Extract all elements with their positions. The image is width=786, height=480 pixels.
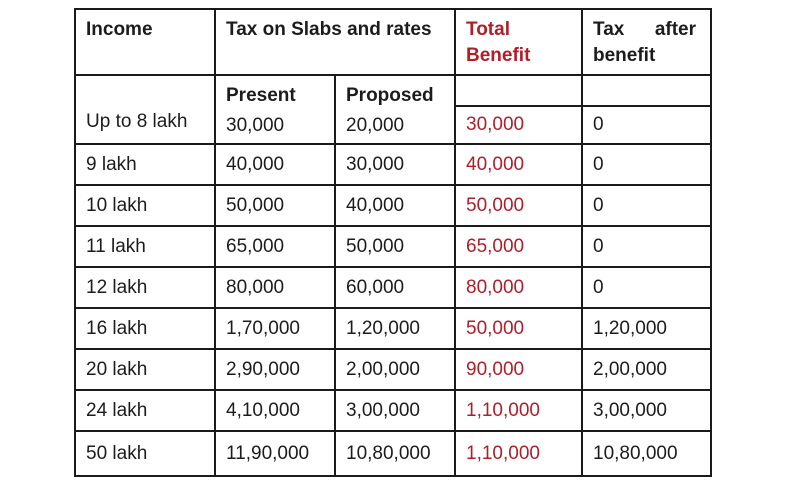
cell-proposed-1: 30,000 [335,144,455,185]
cell-income-1: 9 lakh [75,144,215,185]
cell-tax-after-1: 0 [582,144,711,185]
cell-total-benefit-7: 1,10,000 [455,390,582,431]
tax-after-word1: Tax [593,19,625,40]
cell-income-3: 11 lakh [75,226,215,267]
total-benefit-line1: Total [466,19,510,40]
cell-proposed-5: 1,20,000 [335,308,455,349]
table-row [75,226,711,267]
table-row [75,185,711,226]
table-row [75,349,711,390]
cell-total-benefit-4: 80,000 [455,267,582,308]
tax-after-word2: after [654,19,696,40]
tax-after-line1 [593,17,700,43]
cell-present-6: 2,90,000 [215,349,335,390]
cell-after-spacer [582,75,711,106]
table-row [75,308,711,349]
cell-tax-after-8: 10,80,000 [582,431,711,476]
cell-present-2: 50,000 [215,185,335,226]
cell-tax-after-4: 0 [582,267,711,308]
value-proposed-0: 20,000 [346,115,405,137]
cell-total-benefit-3: 65,000 [455,226,582,267]
table-row [75,267,711,308]
cell-tax-after-7: 3,00,000 [582,390,711,431]
cell-present-5: 1,70,000 [215,308,335,349]
cell-income-0: Up to 8 lakh [75,75,215,144]
cell-tax-after-0: 0 [582,106,711,144]
col-header-total-benefit [455,9,582,75]
cell-present-3: 65,000 [215,226,335,267]
col-header-tax-after [582,9,711,75]
total-benefit-line2: Benefit [466,44,531,66]
cell-proposed-6: 2,00,000 [335,349,455,390]
cell-income-5: 16 lakh [75,308,215,349]
cell-income-4: 12 lakh [75,267,215,308]
tax-slabs-table [74,8,712,477]
cell-tax-after-3: 0 [582,226,711,267]
cell-tax-after-2: 0 [582,185,711,226]
subheader-row [75,75,711,106]
cell-total-benefit-0: 30,000 [455,106,582,144]
table-row [75,431,711,476]
cell-total-benefit-5: 50,000 [455,308,582,349]
tax-after-line2: benefit [593,44,656,66]
cell-present-4: 80,000 [215,267,335,308]
cell-present-7: 4,10,000 [215,390,335,431]
cell-present-1: 40,000 [215,144,335,185]
subheader-proposed: Proposed [346,85,434,107]
cell-total-benefit-8: 1,10,000 [455,431,582,476]
cell-proposed-7: 3,00,000 [335,390,455,431]
cell-income-6: 20 lakh [75,349,215,390]
cell-tax-after-6: 2,00,000 [582,349,711,390]
cell-benefit-spacer [455,75,582,106]
cell-proposed-3: 50,000 [335,226,455,267]
header-row [75,9,711,75]
cell-total-benefit-6: 90,000 [455,349,582,390]
cell-proposed-8: 10,80,000 [335,431,455,476]
cell-income-2: 10 lakh [75,185,215,226]
table-row [75,144,711,185]
cell-present-8: 11,90,000 [215,431,335,476]
cell-present-0 [215,75,335,144]
col-header-income: Income [75,9,215,75]
cell-total-benefit-1: 40,000 [455,144,582,185]
cell-tax-after-5: 1,20,000 [582,308,711,349]
cell-proposed-2: 40,000 [335,185,455,226]
table-row [75,390,711,431]
col-header-slabs: Tax on Slabs and rates [215,9,455,75]
value-present-0: 30,000 [226,115,285,137]
cell-proposed-0 [335,75,455,144]
cell-total-benefit-2: 50,000 [455,185,582,226]
cell-proposed-4: 60,000 [335,267,455,308]
subheader-present: Present [226,85,296,107]
cell-income-8: 50 lakh [75,431,215,476]
cell-income-7: 24 lakh [75,390,215,431]
